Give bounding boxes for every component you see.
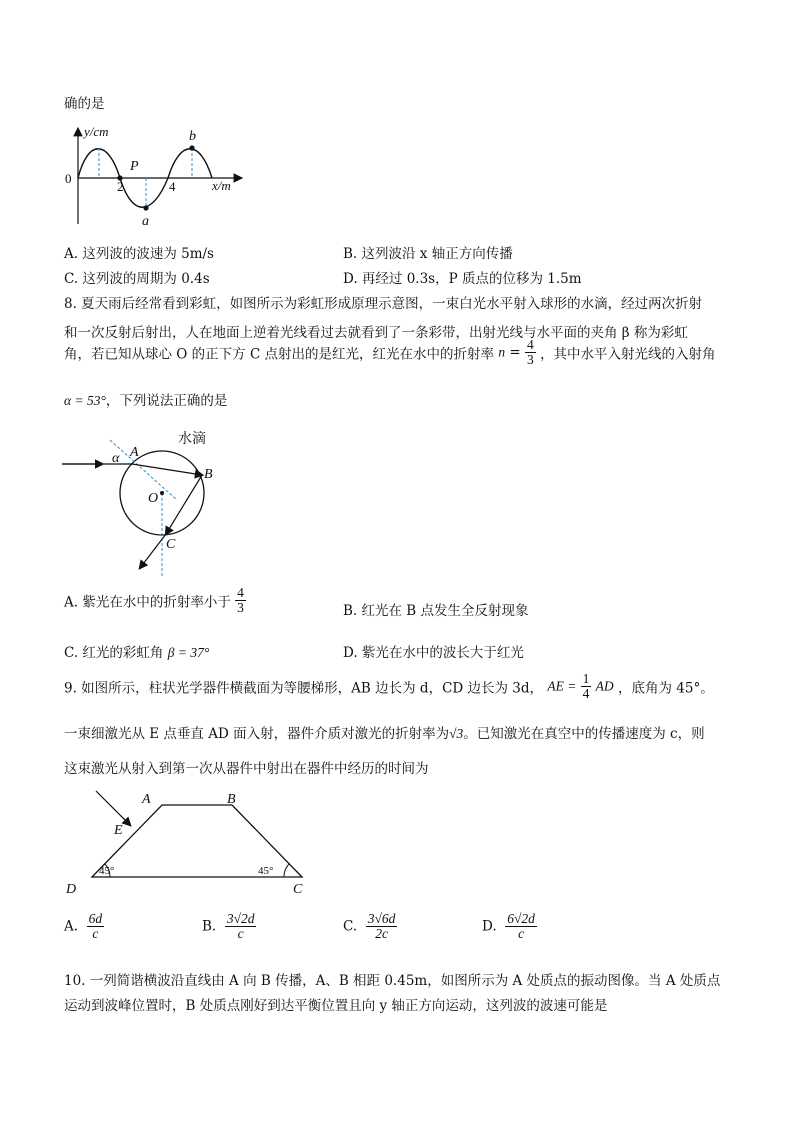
label-p: P bbox=[130, 159, 139, 174]
angle-arc-right bbox=[284, 864, 289, 877]
label-a: a bbox=[142, 214, 149, 229]
q10-line1: 10. 一列简谐横波沿直线由 A 向 B 传播，A、B 相距 0.45m，如图所示为 A 处质点的振动图像。当 A 处质点 bbox=[64, 973, 721, 989]
angle-left: 45° bbox=[99, 865, 115, 877]
reflected-ray bbox=[166, 475, 202, 534]
q7-option-c: C. 这列波的周期为 0.4s bbox=[64, 271, 210, 287]
refracted-ray bbox=[132, 464, 202, 475]
q8-line4: α = 53°，下列说法正确的是 bbox=[64, 393, 228, 409]
label-b: B bbox=[204, 467, 213, 482]
tick-2: 2 bbox=[117, 179, 124, 194]
q8-line2: 和一次反射后射出，人在地面上逆着光线看过去就看到了一条彩带，出射光线与水平面的夹角 β 称为彩虹 bbox=[64, 325, 688, 341]
q8-line1: 8. 夏天雨后经常看到彩虹，如图所示为彩虹形成原理示意图，一束白光水平射入球形的水滴，经过两次折射 bbox=[64, 296, 703, 312]
q7-option-d: D. 再经过 0.3s，P 质点的位移为 1.5m bbox=[343, 271, 582, 287]
label-d: D bbox=[66, 882, 77, 897]
refractive-index-fraction: $\frac{4}{3}$ bbox=[527, 337, 534, 368]
q9-option-a: A. $\frac{6d}{c}$ bbox=[64, 911, 103, 942]
q9-option-d: D. $\frac{6√2d}{c}$ bbox=[482, 911, 535, 942]
q8-option-d: D. 紫光在水中的波长大于红光 bbox=[343, 645, 524, 661]
q8-line3: 角，若已知从球心 O 的正下方 C 点射出的是红光，红光在水中的折射率 n = $\frac{4}{3}$ ，其中水平入射光线的入射角 bbox=[64, 337, 716, 368]
wave-figure bbox=[62, 122, 252, 230]
q7-option-b: B. 这列波沿 x 轴正方向传播 bbox=[343, 246, 513, 262]
point-a bbox=[143, 205, 148, 210]
q10-line2: 运动到波峰位置时，B 处质点刚好到达平衡位置且向 y 轴正方向运动，这列波的波速可能是 bbox=[64, 998, 608, 1014]
q9-line1: 9. 如图所示，柱状光学器件横截面为等腰梯形，AB 边长为 d，CD 边长为 3d， AE = $\frac{1}{4}$ AD ，底角为 45°。 bbox=[64, 671, 714, 702]
q9-option-b: B. $\frac{3√2d}{c}$ bbox=[202, 911, 255, 942]
y-label: y/cm bbox=[84, 124, 109, 139]
origin-label: 0 bbox=[65, 171, 72, 186]
tick-4: 4 bbox=[169, 179, 176, 194]
q8-option-b: B. 红光在 B 点发生全反射现象 bbox=[343, 603, 529, 619]
label-b: B bbox=[227, 792, 236, 807]
trapezoid-figure bbox=[62, 785, 312, 897]
q9-line2: 一束细激光从 E 点垂直 AD 面入射，器件介质对激光的折射率为√3。已知激光在真空中的传播速度为 c，则 bbox=[64, 726, 705, 742]
x-label: x/m bbox=[212, 178, 231, 193]
q7-stem-end: 确的是 bbox=[64, 96, 105, 112]
label-b: b bbox=[189, 129, 196, 144]
point-b bbox=[189, 145, 194, 150]
raindrop-figure bbox=[62, 428, 232, 580]
label-a: A bbox=[142, 792, 151, 807]
label-a: A bbox=[130, 445, 139, 460]
q9-option-c: C. $\frac{3√6d}{2c}$ bbox=[343, 911, 396, 942]
label-e: E bbox=[114, 823, 123, 838]
center-o bbox=[160, 491, 164, 495]
label-c: C bbox=[293, 882, 303, 897]
q8-option-c: C. 红光的彩虹角 β = 37° bbox=[64, 645, 210, 661]
label-alpha: α bbox=[112, 451, 120, 466]
label-o: O bbox=[148, 491, 159, 506]
angle-right: 45° bbox=[258, 865, 274, 877]
q8-option-a: A. 紫光在水中的折射率小于 $\frac{4}{3}$ bbox=[64, 585, 244, 616]
q7-option-a: A. 这列波的波速为 5m/s bbox=[64, 246, 214, 262]
q9-line3: 这束激光从射入到第一次从器件中射出在器件中经历的时间为 bbox=[64, 761, 429, 777]
laser-ray bbox=[96, 791, 130, 825]
label-water: 水滴 bbox=[178, 432, 206, 447]
label-c: C bbox=[166, 537, 176, 552]
